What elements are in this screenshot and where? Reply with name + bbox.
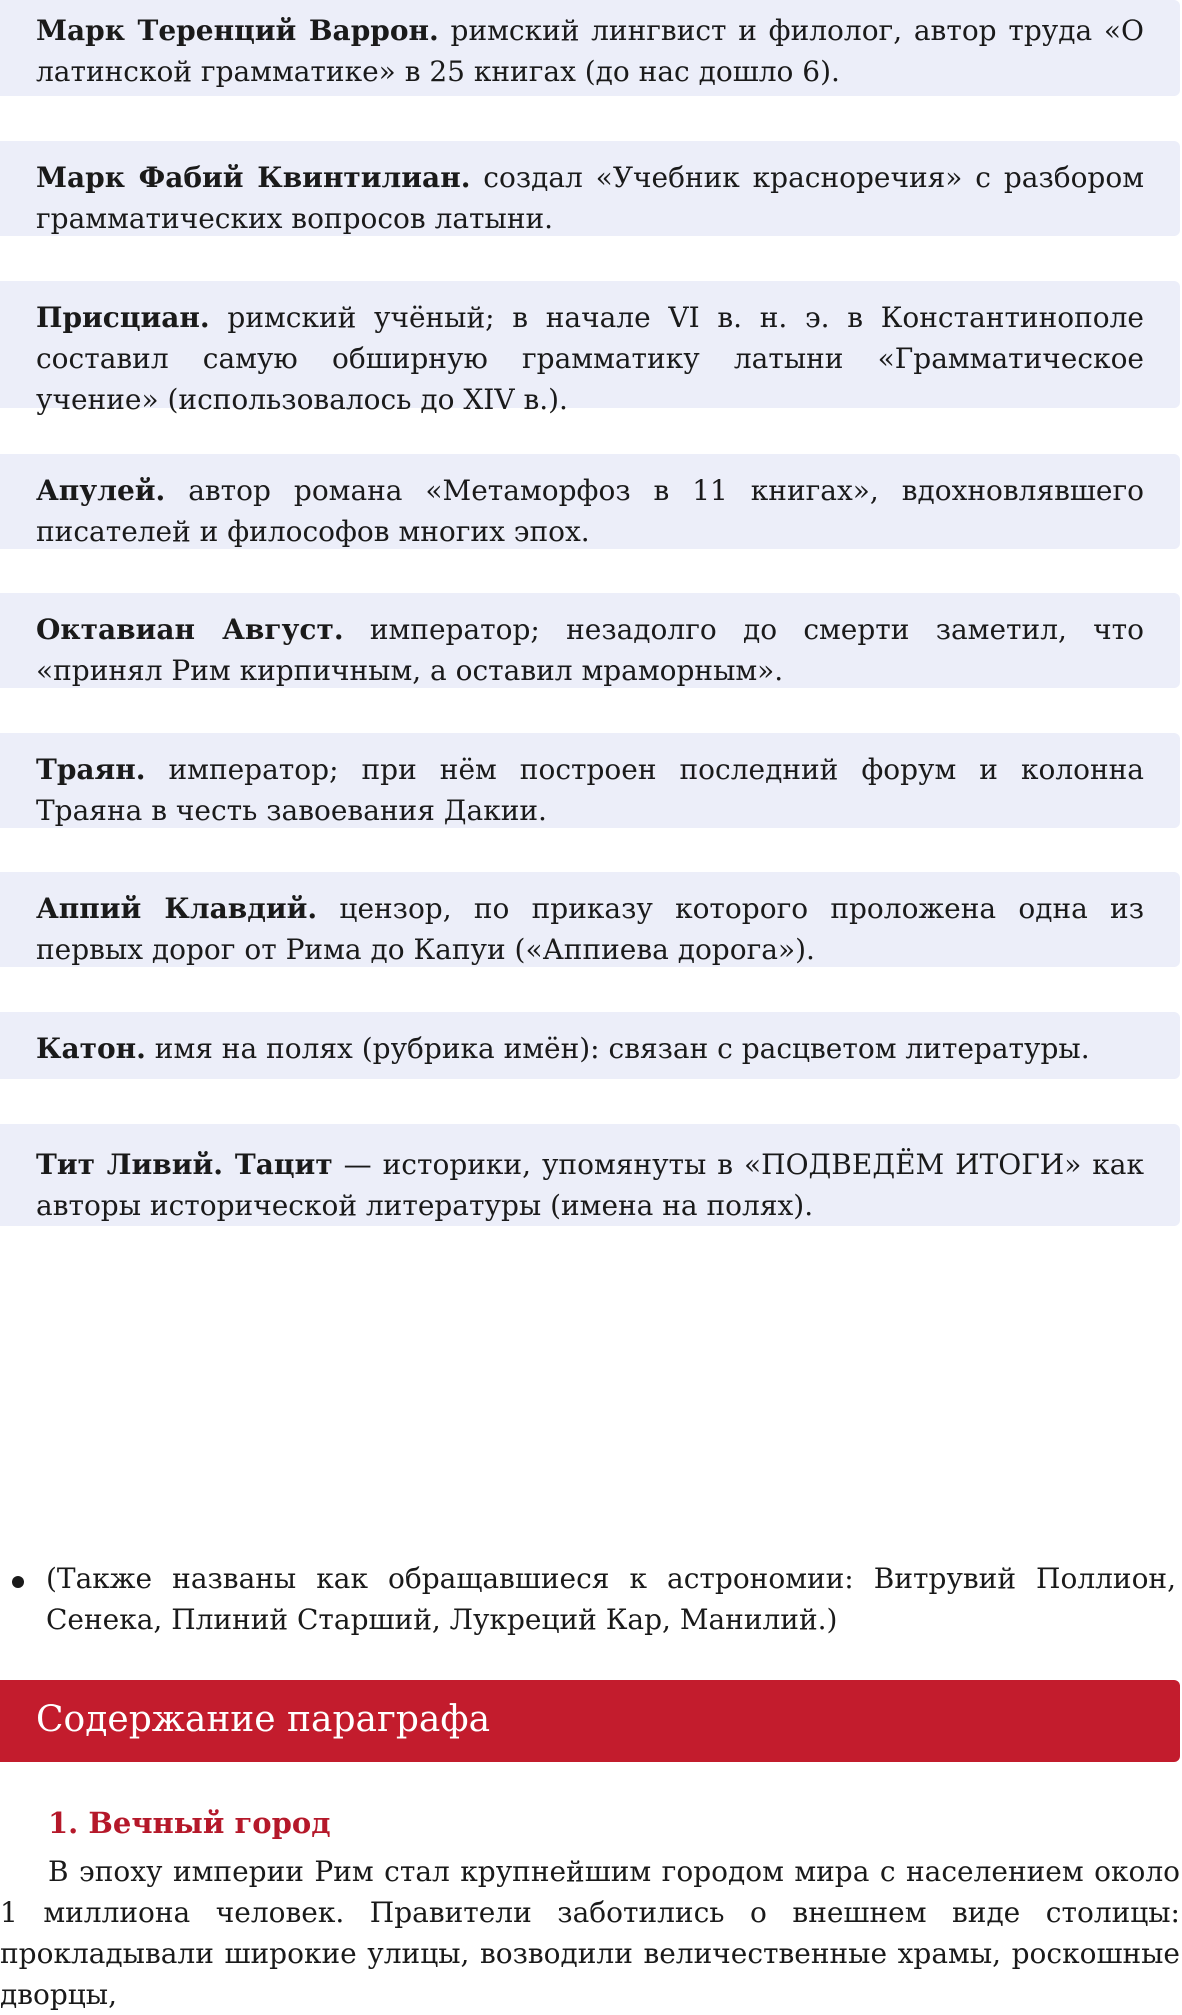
- section-header: [0, 1680, 1180, 1762]
- section-title: Содержание параграфа: [36, 1699, 491, 1740]
- card-text: римский лингвист и филолог, автор труда «О латинской грамматике» в 25 книгах (до нас дошло 6).: [36, 14, 1145, 88]
- card-trajan: [0, 733, 1180, 828]
- card-text: римский учёный; в начале VI в. н. э. в Константинополе составил самую обширную грамматику латыни «Грамматическое учение» (использовалось до XIV в.).: [36, 301, 1144, 416]
- card-quintilian: [0, 141, 1180, 236]
- card-name: Траян.: [36, 753, 146, 786]
- card-name: Марк Фабий Квинтилиан.: [36, 161, 471, 194]
- card-appius-claudius: [0, 872, 1180, 967]
- card-name: Апулей.: [36, 474, 166, 507]
- card-cato: [0, 1012, 1180, 1079]
- card-text: создал «Учебник красноречия» с разбором грамматических вопросов латыни.: [36, 161, 1144, 235]
- subheading: 1. Вечный город: [48, 1806, 331, 1840]
- card-livy-tacitus: [0, 1124, 1180, 1226]
- card-text: имя на полях (рубрика имён): связан с расцветом литературы.: [145, 1032, 1090, 1065]
- card-priscian: [0, 281, 1180, 416]
- card-text: цензор, по приказу которого проложена одна из первых дорог от Рима до Капуи («Аппиева дорога»).: [36, 892, 1144, 966]
- body-paragraph: В эпоху империи Рим стал крупнейшим городом мира с населением около 1 миллиона человек. Правители заботились о внешнем виде столицы: прокладывали широкие улицы, возводили величественные храмы, роскошные дворцы,: [0, 1855, 1180, 2011]
- card-name: Тит Ливий. Тацит: [36, 1148, 333, 1181]
- card-text: император; при нём построен последний форум и колонна Траяна в честь завоевания Дакии.: [36, 753, 1144, 827]
- card-varro: [0, 0, 1180, 96]
- card-name: Марк Теренций Варрон.: [36, 14, 439, 47]
- card-augustus: [0, 593, 1180, 688]
- card-text: император; незадолго до смерти заметил, что «принял Рим кирпичным, а оставил мраморным».: [36, 613, 1145, 687]
- card-text: — историки, упомянуты в «ПОДВЕДЁМ ИТОГИ» как авторы исторической литературы (имена на полях).: [36, 1148, 1144, 1222]
- card-name: Присциан.: [36, 301, 210, 334]
- card-name: Катон.: [36, 1032, 146, 1065]
- bullet-dot: [12, 1576, 24, 1588]
- card-apuleius: [0, 454, 1180, 549]
- card-name: Аппий Клавдий.: [36, 892, 318, 925]
- bullet-note: [0, 1558, 1180, 1640]
- card-text: автор романа «Метаморфоз в 11 книгах», вдохновлявшего писателей и философов многих эпох.: [36, 474, 1144, 548]
- bullet-text: (Также названы как обращавшиеся к астрономии: Витрувий Поллион, Сенека, Плиний Старший, Лукреций Кар, Манилий.): [46, 1562, 1176, 1636]
- card-name: Октавиан Август.: [36, 613, 344, 646]
